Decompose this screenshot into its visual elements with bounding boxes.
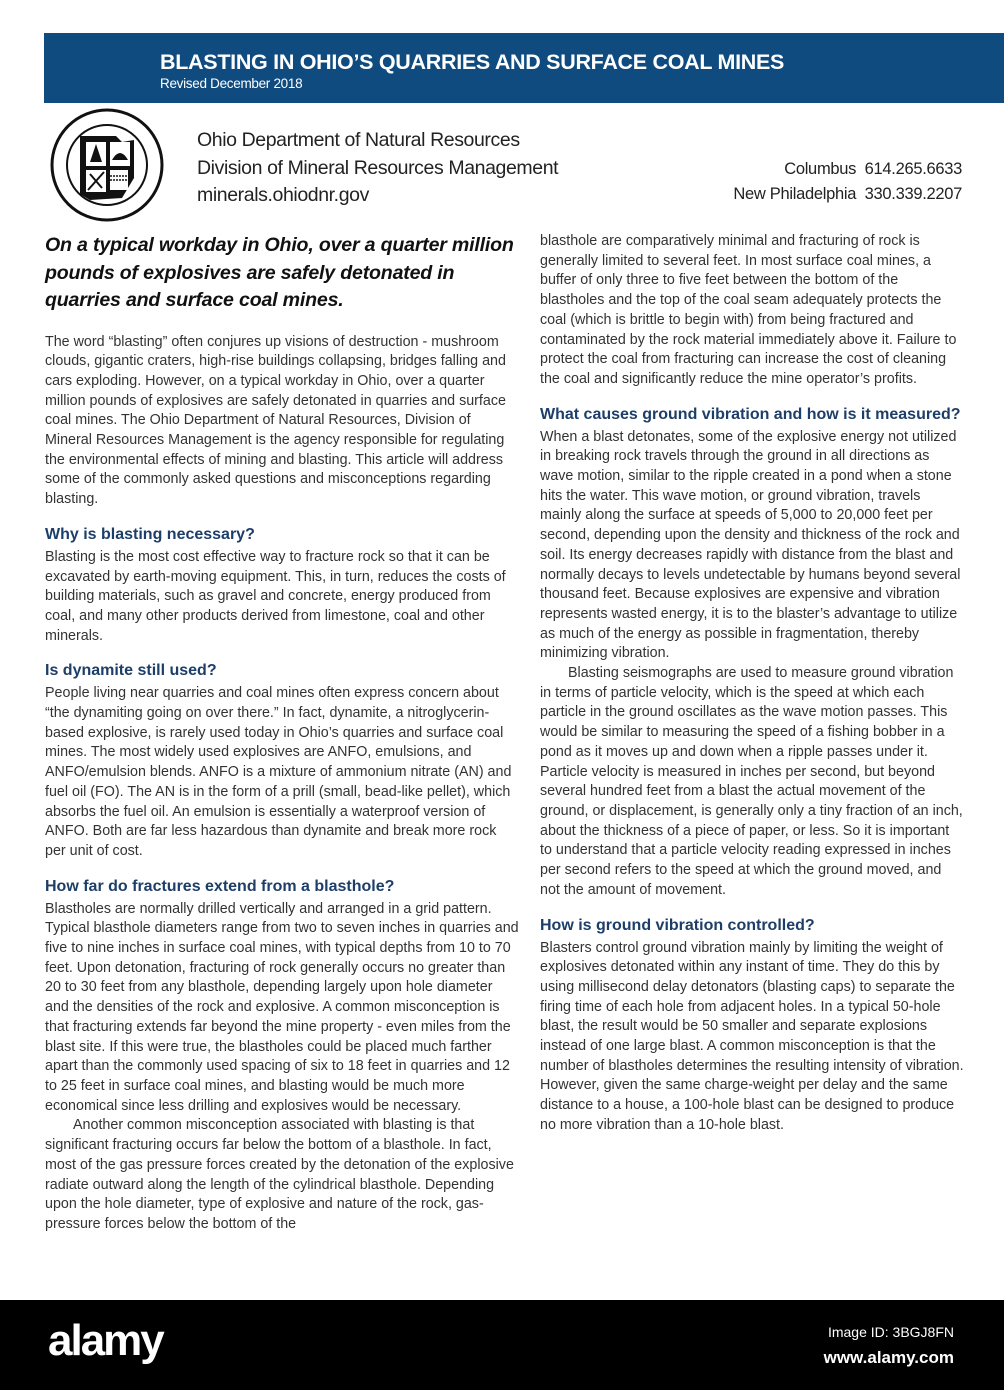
- odnr-seal-logo: [50, 108, 164, 222]
- image-id: Image ID: 3BGJ8FN: [827, 1324, 954, 1340]
- paragraph: When a blast detonates, some of the explosive energy not utilized in breaking rock travels through the ground in all directions as wave motion, similar to the ripple created in a pond when a stone hits the water. This wave motion, or ground vibration, travels mainly along the surface at speeds of 5,000 to 20,000 feet per second, depending upon the density and thickness of the rock and soil. Its energy decreases rapidly with distance from the blast and normally decays to levels undetectable by humans beyond several thousand feet. Because explosives are expensive and vibration represents wasted energy, it is to the blaster’s advantage to utilize as much of the energy as possible in fragmentation, thereby minimizing vibration.: [540, 428, 961, 662]
- revised-date: Revised December 2018: [160, 76, 303, 91]
- section-heading: Is dynamite still used?: [45, 662, 217, 680]
- paragraph: Blasting seismographs are used to measure ground vibration in terms of particle velocity, which is the speed at which each particle in the ground oscillates as the wave motion passes. This would be similar to measuring the speed of a fishing bobber in a pond as it moves up and down when a ripple passes under it. Particle velocity is measured in inches per second, but beyond several hundred feet from a blast the actual movement of the ground, or displacement, is generally only a tiny fraction of an inch, about the thickness of a piece of paper, or less. So it is important to understand that a particle velocity reading expressed in inches per second refers to the speed at which the ground moved, and not the amount of movement.: [540, 665, 963, 898]
- paragraph: blasthole are comparatively minimal and fracturing of rock is generally limited to several feet. In most surface coal mines, a buffer of only three to five feet between the bottom of the blastholes and the top of the coal seam adequately protects the coal (which is brittle to begin with) from being fractured and contaminated by the rock material immediately above it. Failure to protect the coal from fracturing can increase the cost of cleaning the coal and significantly reduce the mine operator’s profits.: [540, 233, 957, 387]
- org-website-link[interactable]: minerals.ohiodnr.gov: [197, 184, 369, 206]
- contact-new-philadelphia: New Philadelphia 330.339.2207: [733, 185, 962, 203]
- title-banner: [44, 33, 1004, 103]
- paragraph: Blastholes are normally drilled vertically and arranged in a grid pattern. Typical blasthole diameters range from two to seven inches in quarries and five to nine inches in surface coal mines, with typical depths from 10 to 70 feet. Upon detonation, fracturing of rock generally occurs no greater than 20 to 30 feet from any blasthole, depending largely upon hole diameter and the densities of the rock and explosive. A common misconception is that fracturing extends far beyond the mine property - even miles from the blast site. If this were true, the blastholes could be placed much farther apart than the commonly used spacing of six to 18 feet in quarries and 12 to 25 feet in surface coal mines, and blasting would be much more economical since less drilling and explosives would be necessary.: [45, 900, 519, 1114]
- section-heading: What causes ground vibration and how is it measured?: [540, 405, 961, 423]
- contact-info: [733, 157, 962, 207]
- paragraph: Blasters control ground vibration mainly by limiting the weight of explosives detonated within any instant of time. They do this by using millisecond delay detonators (blasting caps) to separate the firing time of each hole from adjacent holes. In a typical 50-hole blast, the result would be 50 smaller and separate explosions instead of one large blast. A common misconception is that the number of blastholes determines the resulting intensity of vibration. However, given the same charge-weight per delay and the same distance to a house, a 100-hole blast can be designed to produce no more vibration than a 10-hole blast.: [540, 939, 964, 1133]
- section-heading: How is ground vibration controlled?: [540, 916, 815, 934]
- lead-statement: On a typical workday in Ohio, over a quarter million pounds of explosives are safely detonated in quarries and surface coal mines.: [45, 234, 514, 311]
- alamy-url: www.alamy.com: [823, 1348, 954, 1367]
- section-heading: Why is blasting necessary?: [45, 525, 255, 543]
- alamy-logo: alamy: [48, 1316, 163, 1365]
- paragraph: Blasting is the most cost effective way to fracture rock so that it can be excavated by earth-moving equipment. This, in turn, reduces the costs of building materials, such as gravel and concrete, energy produced from coal, and many other products derived from limestone, coal and other minerals.: [45, 548, 506, 644]
- section-heading: How far do fractures extend from a blasthole?: [45, 877, 395, 895]
- org-division: Division of Mineral Resources Management: [197, 156, 559, 179]
- watermark-footer: [0, 1300, 1004, 1390]
- paragraph: People living near quarries and coal mines often express concern about “the dynamiting going on over there.” In fact, dynamite, a nitroglycerin-based explosive, is rarely used today in Ohio’s quarries and surface coal mines. The most widely used explosives are ANFO, emulsions, and ANFO/emulsion blends. ANFO is a mixture of ammonium nitrate (AN) and fuel oil (FO). The AN is in the form of a prill (small, bead-like pellet), which absorbs the fuel oil. An emulsion is essentially a waterproof version of ANFO. Both are far less hazardous than dynamite and break more rock per unit of cost.: [45, 685, 512, 859]
- right-column: [540, 232, 964, 1136]
- org-department: Ohio Department of Natural Resources: [197, 129, 520, 151]
- left-column: [45, 232, 519, 1235]
- document-title: BLASTING IN OHIO’S QUARRIES AND SURFACE COAL MINES: [160, 50, 785, 74]
- organization-info: [197, 127, 558, 210]
- paragraph: Another common misconception associated with blasting is that significant fracturing occurs far below the bottom of a blasthole. In fact, most of the gas pressure forces created by the detonation of the explosive radiate outward along the length of the cylindrical blasthole. Depending upon the hole diameter, type of explosive and nature of the rock, gas-pressure forces below the bottom of the: [45, 1117, 514, 1232]
- contact-columbus: Columbus 614.265.6633: [784, 160, 962, 178]
- intro-paragraph: The word “blasting” often conjures up visions of destruction - mushroom clouds, gigantic craters, high-rise buildings collapsing, bridges falling and cars exploding. However, on a typical workday in Ohio, over a quarter million pounds of explosives are safely detonated in quarries and surface coal mines. The Ohio Department of Natural Resources, Division of Mineral Resources Management is the agency responsible for regulating the environmental effects of mining and blasting. This article will address some of the commonly asked questions and misconceptions regarding blasting.: [45, 333, 506, 508]
